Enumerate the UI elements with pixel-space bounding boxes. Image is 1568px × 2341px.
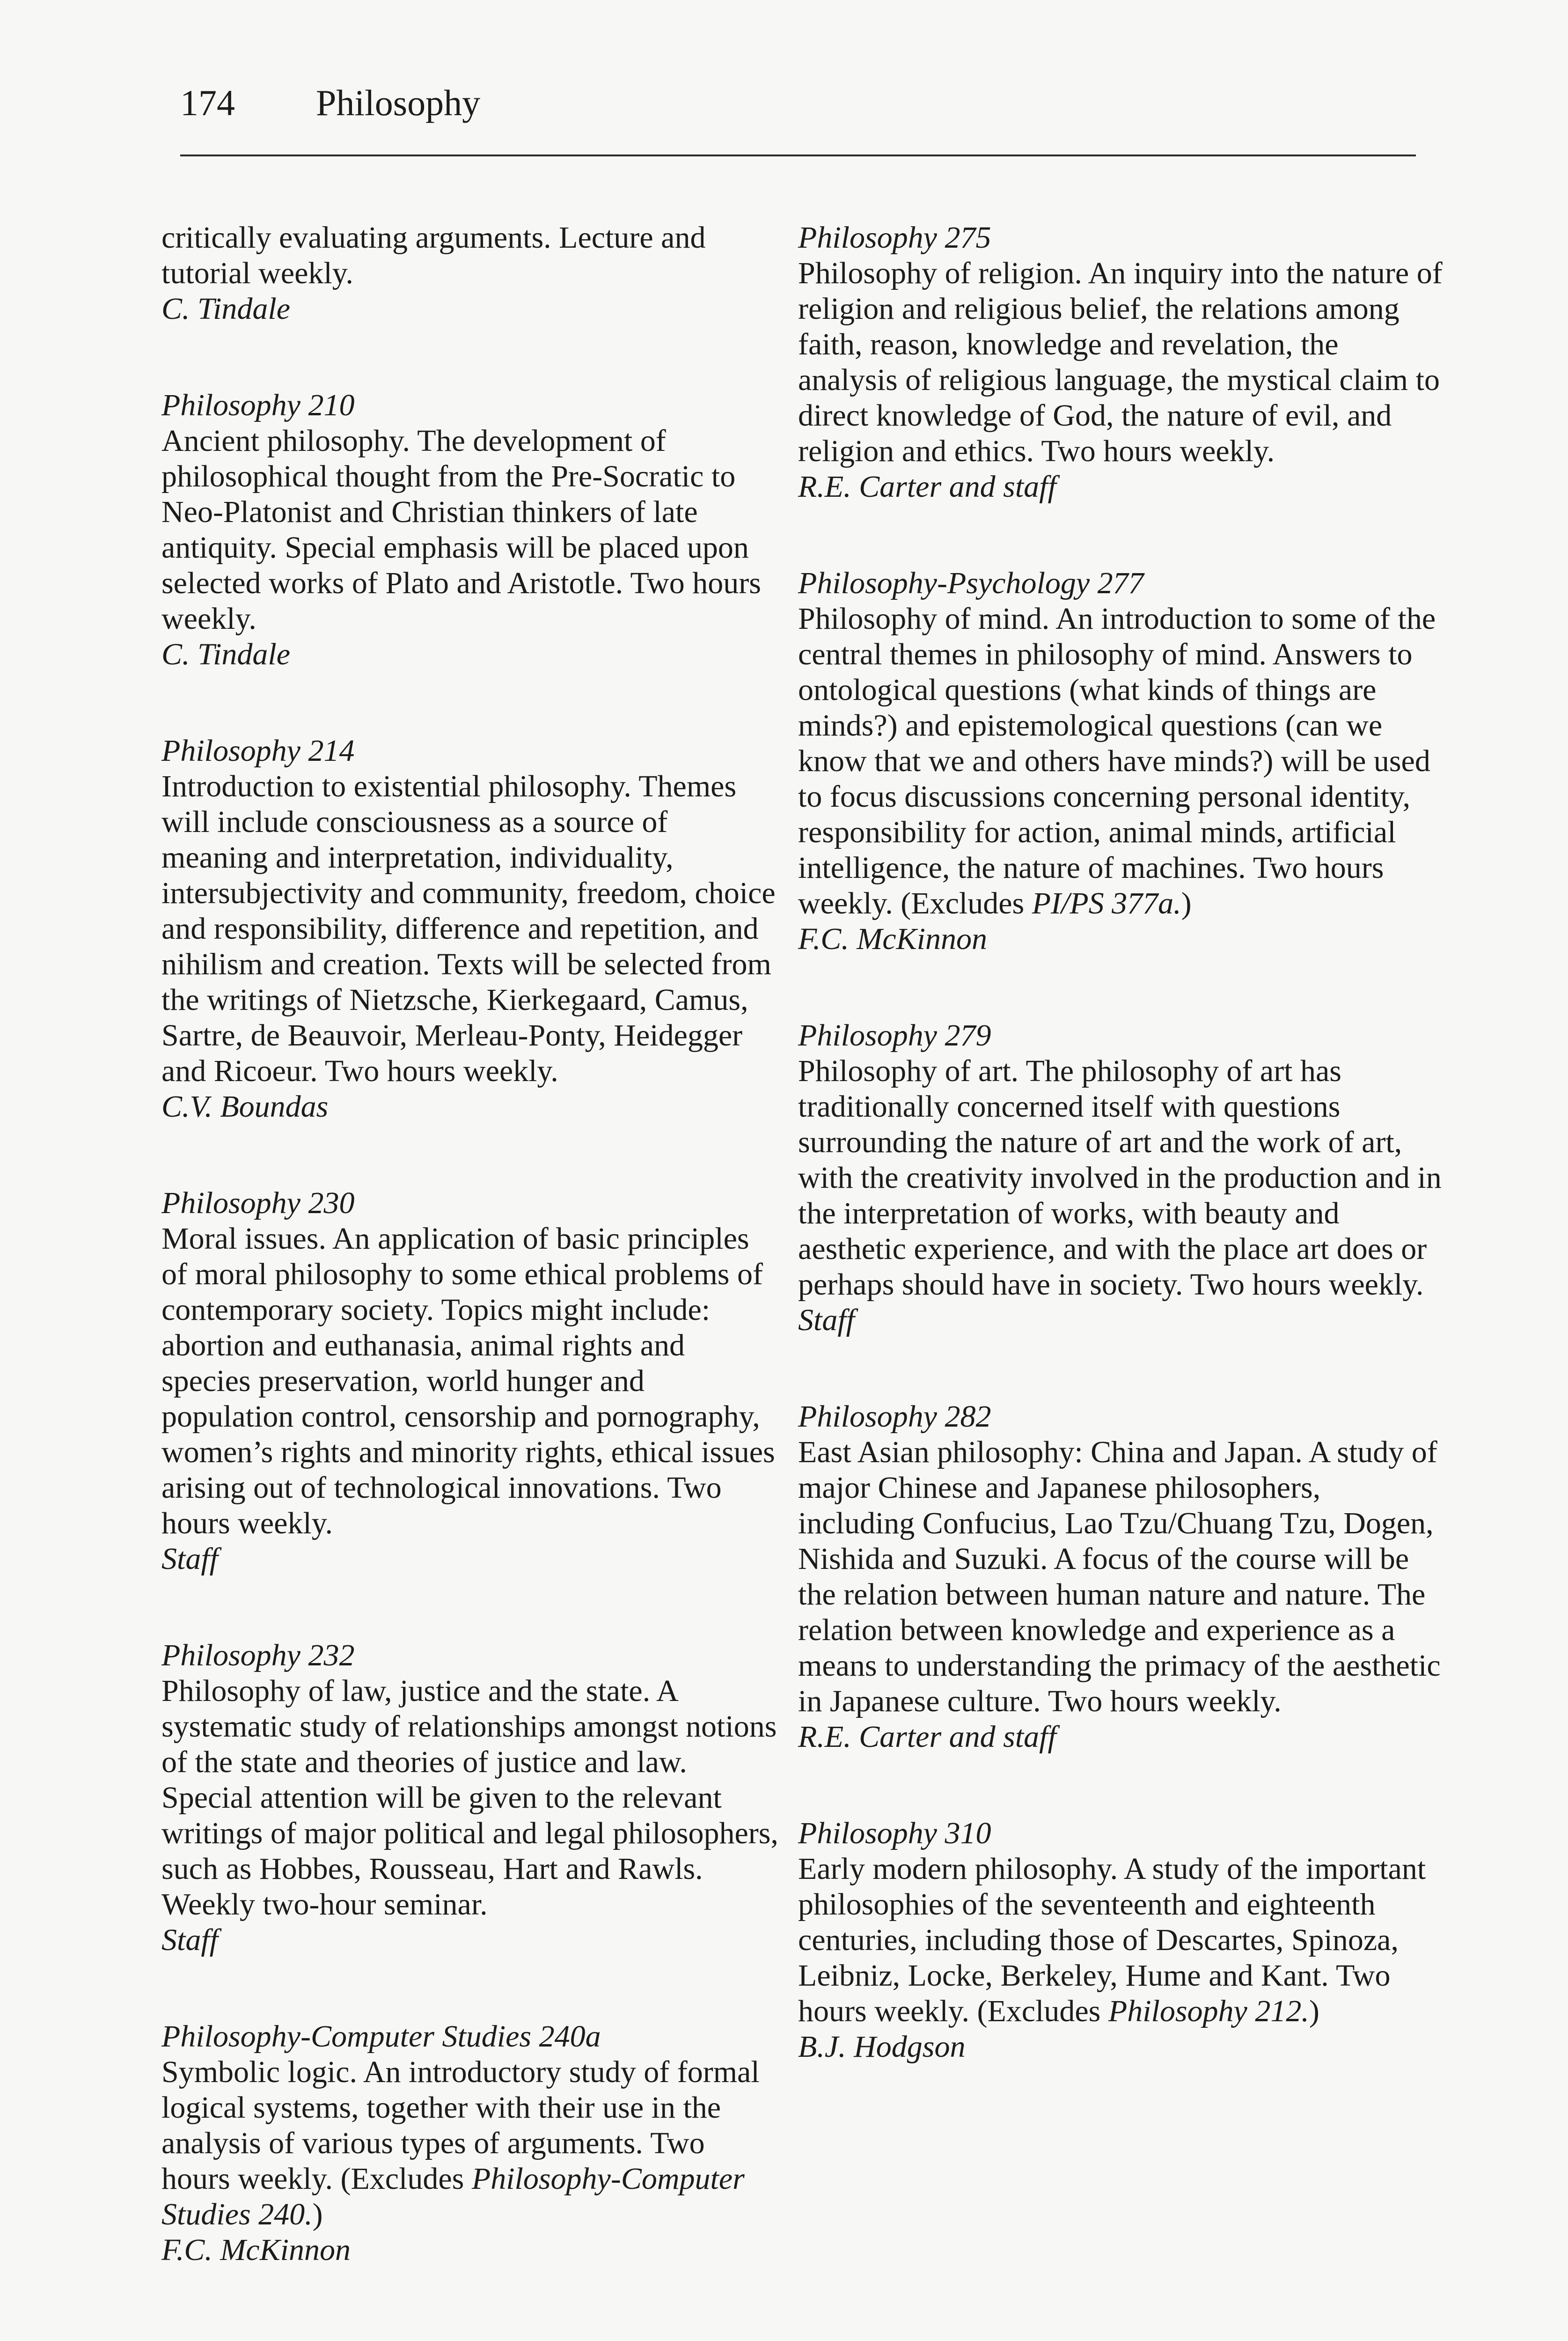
course-title: Philosophy 210 (161, 388, 355, 422)
course-instructor: R.E. Carter and staff (798, 470, 1056, 504)
course-instructor: B.J. Hodgson (798, 2030, 966, 2064)
course-entry-philosophy-282 (798, 1399, 1444, 1755)
course-instructor: R.E. Carter and staff (798, 1720, 1056, 1754)
right-column (798, 220, 1444, 2126)
course-title: Philosophy 214 (161, 734, 355, 768)
course-description (161, 2054, 779, 2232)
course-description: Ancient philosophy. The development of philosophical thought from the Pre-Socratic to Neo-Platonist and Christian thinkers of late antiquity. Special emphasis will be placed upon selected works of Plato and Aristotle. Two hours weekly. (161, 424, 761, 636)
course-entry-philosophy-214 (161, 733, 779, 1125)
course-title: Philosophy 282 (798, 1399, 991, 1434)
course-instructor: Staff (798, 1303, 855, 1337)
course-title: Philosophy-Computer Studies 240a (161, 2019, 601, 2054)
course-instructor: C.V. Boundas (161, 1090, 329, 1124)
course-title: Philosophy 279 (798, 1018, 991, 1053)
description-text: Early modern philosophy. A study of the important philosophies of the seventeenth and eighteenth centuries, including those of Descartes, Spinoza, Leibniz, Locke, Berkeley, Hume and Kant. Two hours weekly. (Excludes (798, 1852, 1426, 2028)
course-instructor: Staff (161, 1542, 219, 1576)
course-description: critically evaluating arguments. Lecture and tutorial weekly. (161, 221, 706, 290)
course-instructor: Staff (161, 1923, 219, 1957)
course-entry-philosophy-210 (161, 388, 779, 672)
course-entry-philosophy-310 (798, 1816, 1444, 2065)
course-title: Philosophy 275 (798, 221, 991, 255)
course-description: Philosophy of art. The philosophy of art has traditionally concerned itself with questions surrounding the nature of art and the work of art, with the creativity involved in the production and in the interpretation of works, with beauty and aesthetic experience, and with the place art does or perhaps should have in society. Two hours weekly. (798, 1054, 1442, 1302)
course-description: Philosophy of religion. An inquiry into the nature of religion and religious belief, the relations among faith, reason, knowledge and revelation, the analysis of religious language, the mystical claim to direct knowledge of God, the nature of evil, and religion and ethics. Two hours weekly. (798, 256, 1443, 468)
course-instructor: C. Tindale (161, 292, 291, 326)
excluded-course-reference: Philosophy 212. (1108, 1994, 1309, 2028)
left-column (161, 220, 779, 2329)
course-description: Moral issues. An application of basic principles of moral philosophy to some ethical problems of contemporary society. Topics might include: abortion and euthanasia, animal rights and species preservation, world hunger and population control, censorship and pornography, women’s rights and minority rights, ethical issues arising out of technological innovations. Two hours weekly. (161, 1222, 775, 1540)
course-description (798, 601, 1444, 921)
description-closing: ) (1309, 1994, 1319, 2028)
page-header (180, 77, 1416, 156)
course-entry-philosophy-279 (798, 1018, 1444, 1338)
course-title: Philosophy 310 (798, 1816, 991, 1850)
course-description (798, 1851, 1444, 2029)
description-closing: ) (312, 2197, 323, 2231)
course-instructor: C. Tindale (161, 637, 291, 671)
course-entry-philosophy-computer-studies-240a (161, 2019, 779, 2268)
course-entry-philosophy-232 (161, 1638, 779, 1958)
course-entry-philosophy-230 (161, 1185, 779, 1577)
description-text: Philosophy of mind. An introduction to some of the central themes in philosophy of mind. Answers to ontological questions (what kinds of things are minds?) and epistemological questions (can we know that we and others have minds?) will be used to focus discussions concerning personal identity, responsibility for action, animal minds, artificial intelligence, the nature of machines. Two hours weekly. (Excludes (798, 602, 1436, 920)
course-entry-philosophy-275 (798, 220, 1444, 505)
description-text: Symbolic logic. An introductory study of formal logical systems, together with their use in the analysis of various types of arguments. Two hours weekly. (Excludes (161, 2055, 760, 2196)
running-title: Philosophy (316, 82, 481, 123)
course-entry-continued (161, 220, 779, 327)
excluded-course-reference: Philosophy-Computer Studies 240. (161, 2162, 745, 2231)
course-description: Philosophy of law, justice and the state. A systematic study of relationships amongst notions of the state and theories of justice and law. Special attention will be given to the relevant writings of major political and legal philosophers, such as Hobbes, Rousseau, Hart and Rawls. Weekly two-hour seminar. (161, 1674, 778, 1921)
course-title: Philosophy-Psychology 277 (798, 566, 1144, 600)
course-title: Philosophy 232 (161, 1638, 355, 1672)
course-title: Philosophy 230 (161, 1186, 355, 1220)
course-entry-philosophy-psychology-277 (798, 566, 1444, 957)
course-description: East Asian philosophy: China and Japan. A study of major Chinese and Japanese philosophers, including Confucius, Lao Tzu/Chuang Tzu, Dogen, Nishida and Suzuki. A focus of the course will be the relation between human nature and nature. The relation between knowledge and experience as a means to understanding the primacy of the aesthetic in Japanese culture. Two hours weekly. (798, 1435, 1441, 1718)
excluded-course-reference: PI/PS 377a. (1032, 886, 1181, 920)
course-instructor: F.C. McKinnon (798, 922, 987, 956)
description-closing: ) (1181, 886, 1192, 920)
course-instructor: F.C. McKinnon (161, 2233, 351, 2267)
page-number: 174 (180, 82, 235, 123)
course-description: Introduction to existential philosophy. Themes will include consciousness as a source of meaning and interpretation, individuality, intersubjectivity and community, freedom, choice and responsibility, difference and repetition, and nihilism and creation. Texts will be selected from the writings of Nietzsche, Kierkegaard, Camus, Sartre, de Beauvoir, Merleau-Ponty, Heidegger and Ricoeur. Two hours weekly. (161, 769, 776, 1088)
